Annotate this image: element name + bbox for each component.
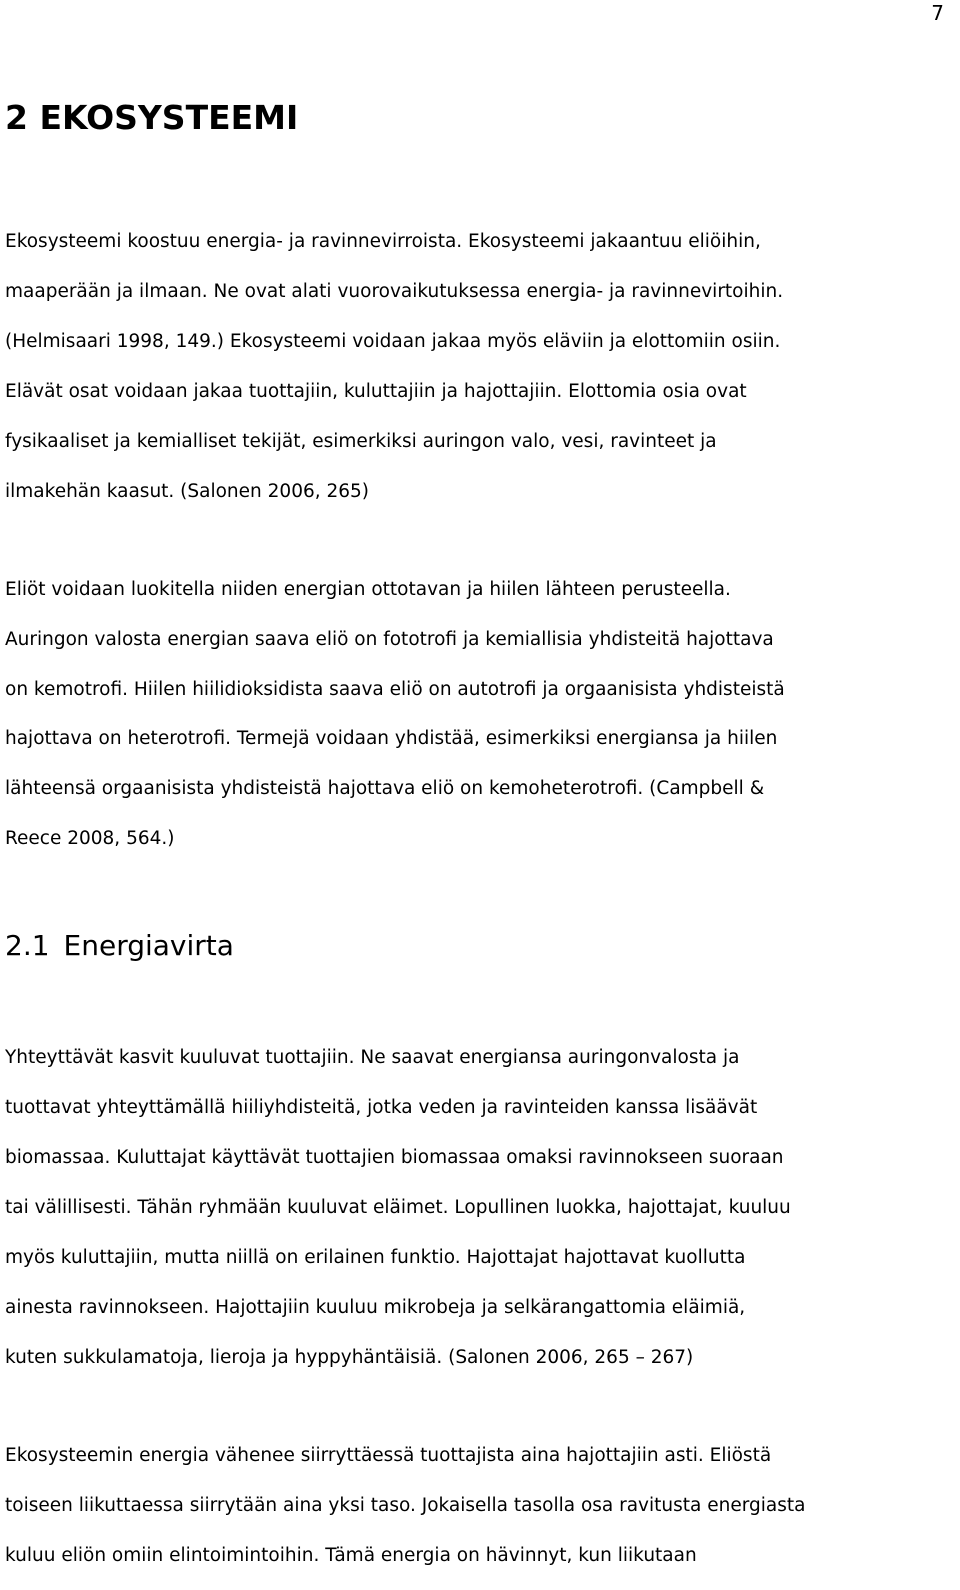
body-text-line: kuten sukkulamatoja, lieroja ja hyppyhäntäisiä. (Salonen 2006, 265 – 267) xyxy=(5,1347,694,1368)
body-text-line: fysikaaliset ja kemialliset tekijät, esimerkiksi auringon valo, vesi, ravinteet ja xyxy=(5,431,717,452)
section-number: 2.1 xyxy=(5,929,50,962)
body-text-line: ainesta ravinnokseen. Hajottajiin kuuluu mikrobeja ja selkärangattomia eläimiä, xyxy=(5,1297,746,1318)
body-text-line: kuluu eliön omiin elintoimintoihin. Tämä energia on hävinnyt, kun liikutaan xyxy=(5,1545,697,1566)
body-text-line: tuottavat yhteyttämällä hiiliyhdisteitä, jotka veden ja ravinteiden kanssa lisäävät xyxy=(5,1097,758,1118)
section-title xyxy=(5,924,234,968)
body-text-line: Reece 2008, 564.) xyxy=(5,828,175,849)
body-text-line: Ekosysteemin energia vähenee siirryttäessä tuottajista aina hajottajiin asti. Eliöstä xyxy=(5,1445,772,1466)
body-text-line: hajottava on heterotrofi. Termejä voidaan yhdistää, esimerkiksi energiansa ja hiilen xyxy=(5,728,778,749)
body-text-line: ilmakehän kaasut. (Salonen 2006, 265) xyxy=(5,481,370,502)
body-text-line: Eliöt voidaan luokitella niiden energian ottotavan ja hiilen lähteen perusteella. xyxy=(5,579,731,600)
page-number: 7 xyxy=(931,1,944,25)
body-text-line: maaperään ja ilmaan. Ne ovat alati vuorovaikutuksessa energia- ja ravinnevirtoihin. xyxy=(5,281,784,302)
body-text-line: Auringon valosta energian saava eliö on fototrofi ja kemiallisia yhdisteitä hajottava xyxy=(5,629,774,650)
chapter-title: 2 EKOSYSTEEMI xyxy=(5,98,299,137)
section-title-text: Energiavirta xyxy=(63,929,234,962)
body-text-line: tai välillisesti. Tähän ryhmään kuuluvat eläimet. Lopullinen luokka, hajottajat, kuuluu xyxy=(5,1197,791,1218)
body-text-line: Elävät osat voidaan jakaa tuottajiin, kuluttajiin ja hajottajiin. Elottomia osia ovat xyxy=(5,381,747,402)
body-text-line: on kemotrofi. Hiilen hiilidioksidista saava eliö on autotrofi ja orgaanisista yhdisteistä xyxy=(5,679,785,700)
body-text-line: myös kuluttajiin, mutta niillä on erilainen funktio. Hajottajat hajottavat kuollutta xyxy=(5,1247,746,1268)
body-text-line: (Helmisaari 1998, 149.) Ekosysteemi voidaan jakaa myös eläviin ja elottomiin osiin. xyxy=(5,331,781,352)
body-text-line: toiseen liikuttaessa siirrytään aina yksi taso. Jokaisella tasolla osa ravitusta energiasta xyxy=(5,1495,806,1516)
body-text-line: Ekosysteemi koostuu energia- ja ravinnevirroista. Ekosysteemi jakaantuu eliöihin, xyxy=(5,231,761,252)
body-text-line: biomassaa. Kuluttajat käyttävät tuottajien biomassaa omaksi ravinnokseen suoraan xyxy=(5,1147,784,1168)
body-text-line: lähteensä orgaanisista yhdisteistä hajottava eliö on kemoheterotrofi. (Campbell & xyxy=(5,778,765,799)
body-text-line: Yhteyttävät kasvit kuuluvat tuottajiin. Ne saavat energiansa auringonvalosta ja xyxy=(5,1047,740,1068)
